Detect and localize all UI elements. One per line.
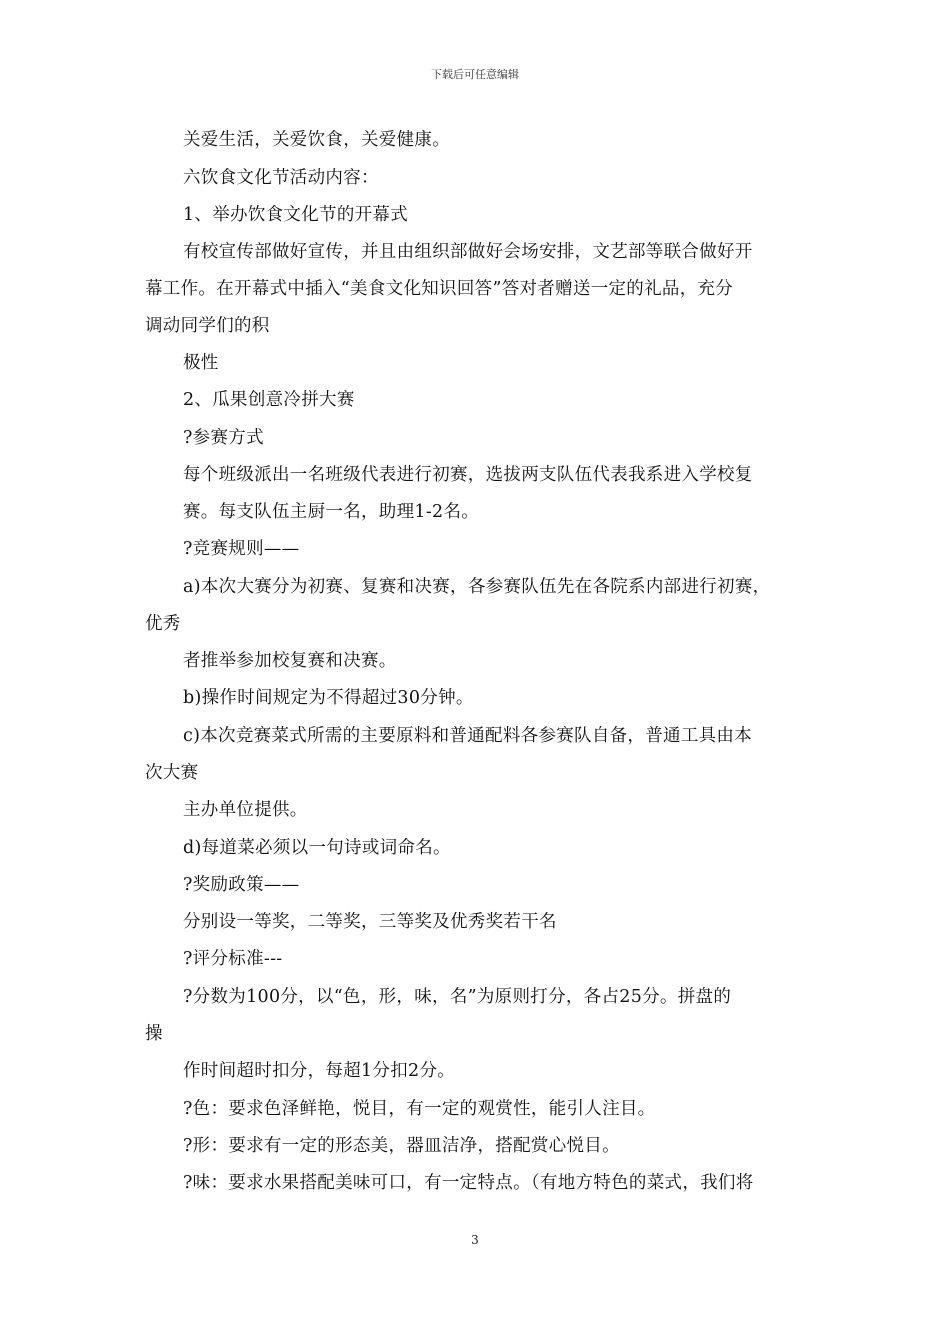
body-line: 次大赛	[145, 763, 199, 783]
subsection-heading: 2、瓜果创意冷拼大赛	[183, 390, 355, 410]
body-line: 分别设一等奖，二等奖，三等奖及优秀奖若干名	[183, 912, 557, 932]
list-item: ?形：要求有一定的形态美，器皿洁净，搭配赏心悦目。	[183, 1136, 620, 1156]
body-line: d)每道菜必须以一句诗或词命名。	[183, 838, 451, 858]
list-item: ?奖励政策——	[183, 875, 300, 895]
list-item: ?评分标准---	[183, 949, 283, 969]
body-line: 幕工作。在开幕式中插入“美食文化知识回答”答对者赠送一定的礼品，充分	[145, 279, 734, 299]
section-heading: 六饮食文化节活动内容：	[183, 168, 379, 188]
body-line: 主办单位提供。	[183, 800, 308, 820]
list-item: ?参赛方式	[183, 428, 264, 448]
body-line: 者推举参加校复赛和决赛。	[183, 651, 397, 671]
body-line: b)操作时间规定为不得超过30分钟。	[183, 688, 474, 708]
list-item: ?分数为100分，以“色，形，味，名”为原则打分，各占25分。拼盘的	[183, 987, 732, 1007]
body-line: 极性	[183, 353, 219, 373]
body-line: 有校宣传部做好宣传，并且由组织部做好会场安排，文艺部等联合做好开	[183, 242, 753, 262]
body-line: 关爱生活，关爱饮食，关爱健康。	[183, 130, 450, 150]
body-line: c)本次竞赛菜式所需的主要原料和普通配料各参赛队自备，普通工具由本	[183, 726, 753, 746]
body-line: 操	[145, 1024, 163, 1044]
body-line: 优秀	[145, 614, 181, 634]
list-item: ?味：要求水果搭配美味可口，有一定特点。（有地方特色的菜式，我们将	[183, 1173, 754, 1193]
body-line: 每个班级派出一名班级代表进行初赛，选拔两支队伍代表我系进入学校复	[183, 465, 753, 485]
body-line: 赛。每支队伍主厨一名，助理1-2名。	[183, 502, 480, 522]
list-item: ?竞赛规则——	[183, 539, 300, 559]
subsection-heading: 1、举办饮食文化节的开幕式	[183, 205, 409, 225]
body-line: 作时间超时扣分，每超1分扣2分。	[183, 1061, 456, 1081]
list-item: ?色：要求色泽鲜艳，悦目，有一定的观赏性，能引人注目。	[183, 1099, 656, 1119]
page-number: 3	[471, 1233, 479, 1247]
body-line: a)本次大赛分为初赛、复赛和决赛，各参赛队伍先在各院系内部进行初赛，	[183, 577, 771, 597]
body-line: 调动同学们的积	[145, 316, 270, 336]
page-header: 下载后可任意编辑	[431, 68, 519, 81]
